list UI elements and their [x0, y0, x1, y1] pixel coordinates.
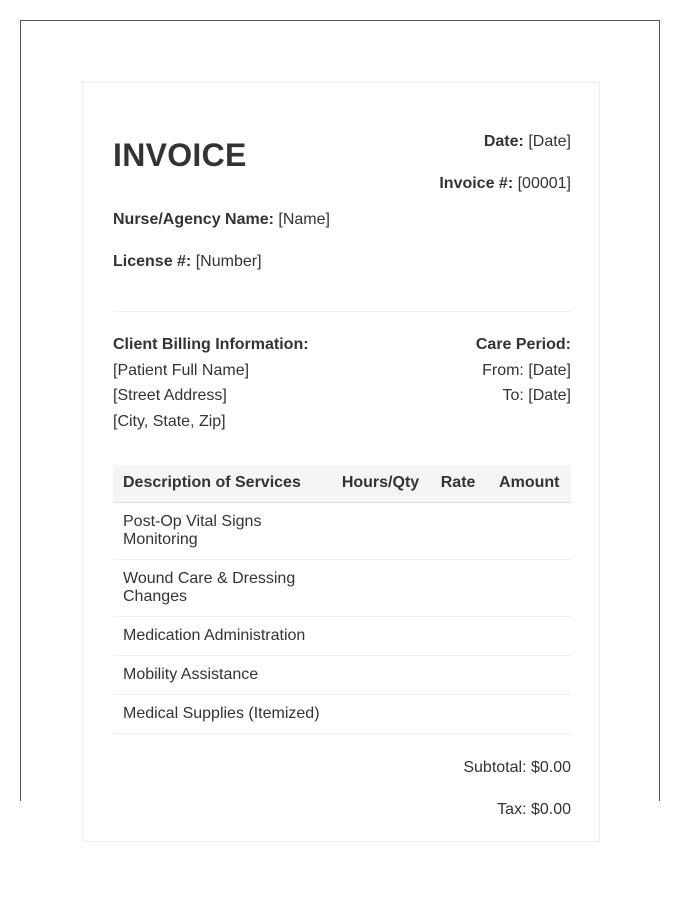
service-description: Wound Care & Dressing Changes: [113, 559, 332, 616]
service-amount: [488, 559, 572, 616]
invoice-date: [484, 132, 571, 152]
header-hours-qty: Hours/Qty: [332, 465, 428, 502]
service-description: Medication Administration: [113, 616, 332, 655]
tax-total: Tax: $0.00: [497, 801, 571, 818]
invoice-number-label: Invoice #:: [439, 175, 514, 192]
table-header-row: [113, 465, 571, 502]
date-value: [Date]: [528, 133, 571, 150]
invoice-title: INVOICE: [113, 137, 247, 173]
service-description: Post-Op Vital Signs Monitoring: [113, 502, 332, 559]
table-row: [113, 559, 571, 616]
care-period-heading: Care Period:: [475, 336, 571, 353]
invoice-page: [82, 82, 600, 842]
document-frame: [20, 20, 660, 818]
agency-name: [113, 210, 330, 230]
care-period-from: From: [Date]: [482, 362, 571, 379]
invoice-number-value: [00001]: [517, 175, 571, 192]
table-row: [113, 694, 571, 733]
table-row: [113, 502, 571, 559]
care-period-to: To: [Date]: [502, 387, 571, 404]
subtotal: Subtotal: $0.00: [463, 759, 571, 776]
service-amount: [488, 655, 572, 694]
service-rate: [429, 655, 488, 694]
service-hours: [332, 694, 428, 733]
license-number: [113, 252, 262, 272]
service-description: Mobility Assistance: [113, 655, 332, 694]
service-rate: [429, 502, 488, 559]
header-description: Description of Services: [113, 465, 332, 502]
license-value: [Number]: [195, 253, 262, 270]
header-amount: Amount: [488, 465, 572, 502]
service-amount: [488, 502, 572, 559]
table-row: [113, 616, 571, 655]
header-rate: Rate: [429, 465, 488, 502]
table-row: [113, 655, 571, 694]
section-divider: [113, 311, 571, 312]
agency-value: [Name]: [278, 211, 330, 228]
date-label: Date:: [483, 133, 524, 150]
service-description: Medical Supplies (Itemized): [113, 694, 332, 733]
service-rate: [429, 559, 488, 616]
service-hours: [332, 559, 428, 616]
billing-line: [City, State, Zip]: [113, 413, 226, 430]
service-rate: [429, 694, 488, 733]
services-table: [113, 465, 571, 734]
service-hours: [332, 502, 428, 559]
billing-line: [Street Address]: [113, 387, 227, 404]
service-amount: [488, 616, 572, 655]
billing-line: [Patient Full Name]: [113, 362, 250, 379]
service-rate: [429, 616, 488, 655]
agency-label: Nurse/Agency Name:: [113, 211, 274, 228]
license-label: License #:: [113, 253, 192, 270]
service-amount: [488, 694, 572, 733]
billing-heading: Client Billing Information:: [113, 336, 309, 353]
invoice-number: [439, 174, 571, 194]
service-hours: [332, 616, 428, 655]
service-hours: [332, 655, 428, 694]
